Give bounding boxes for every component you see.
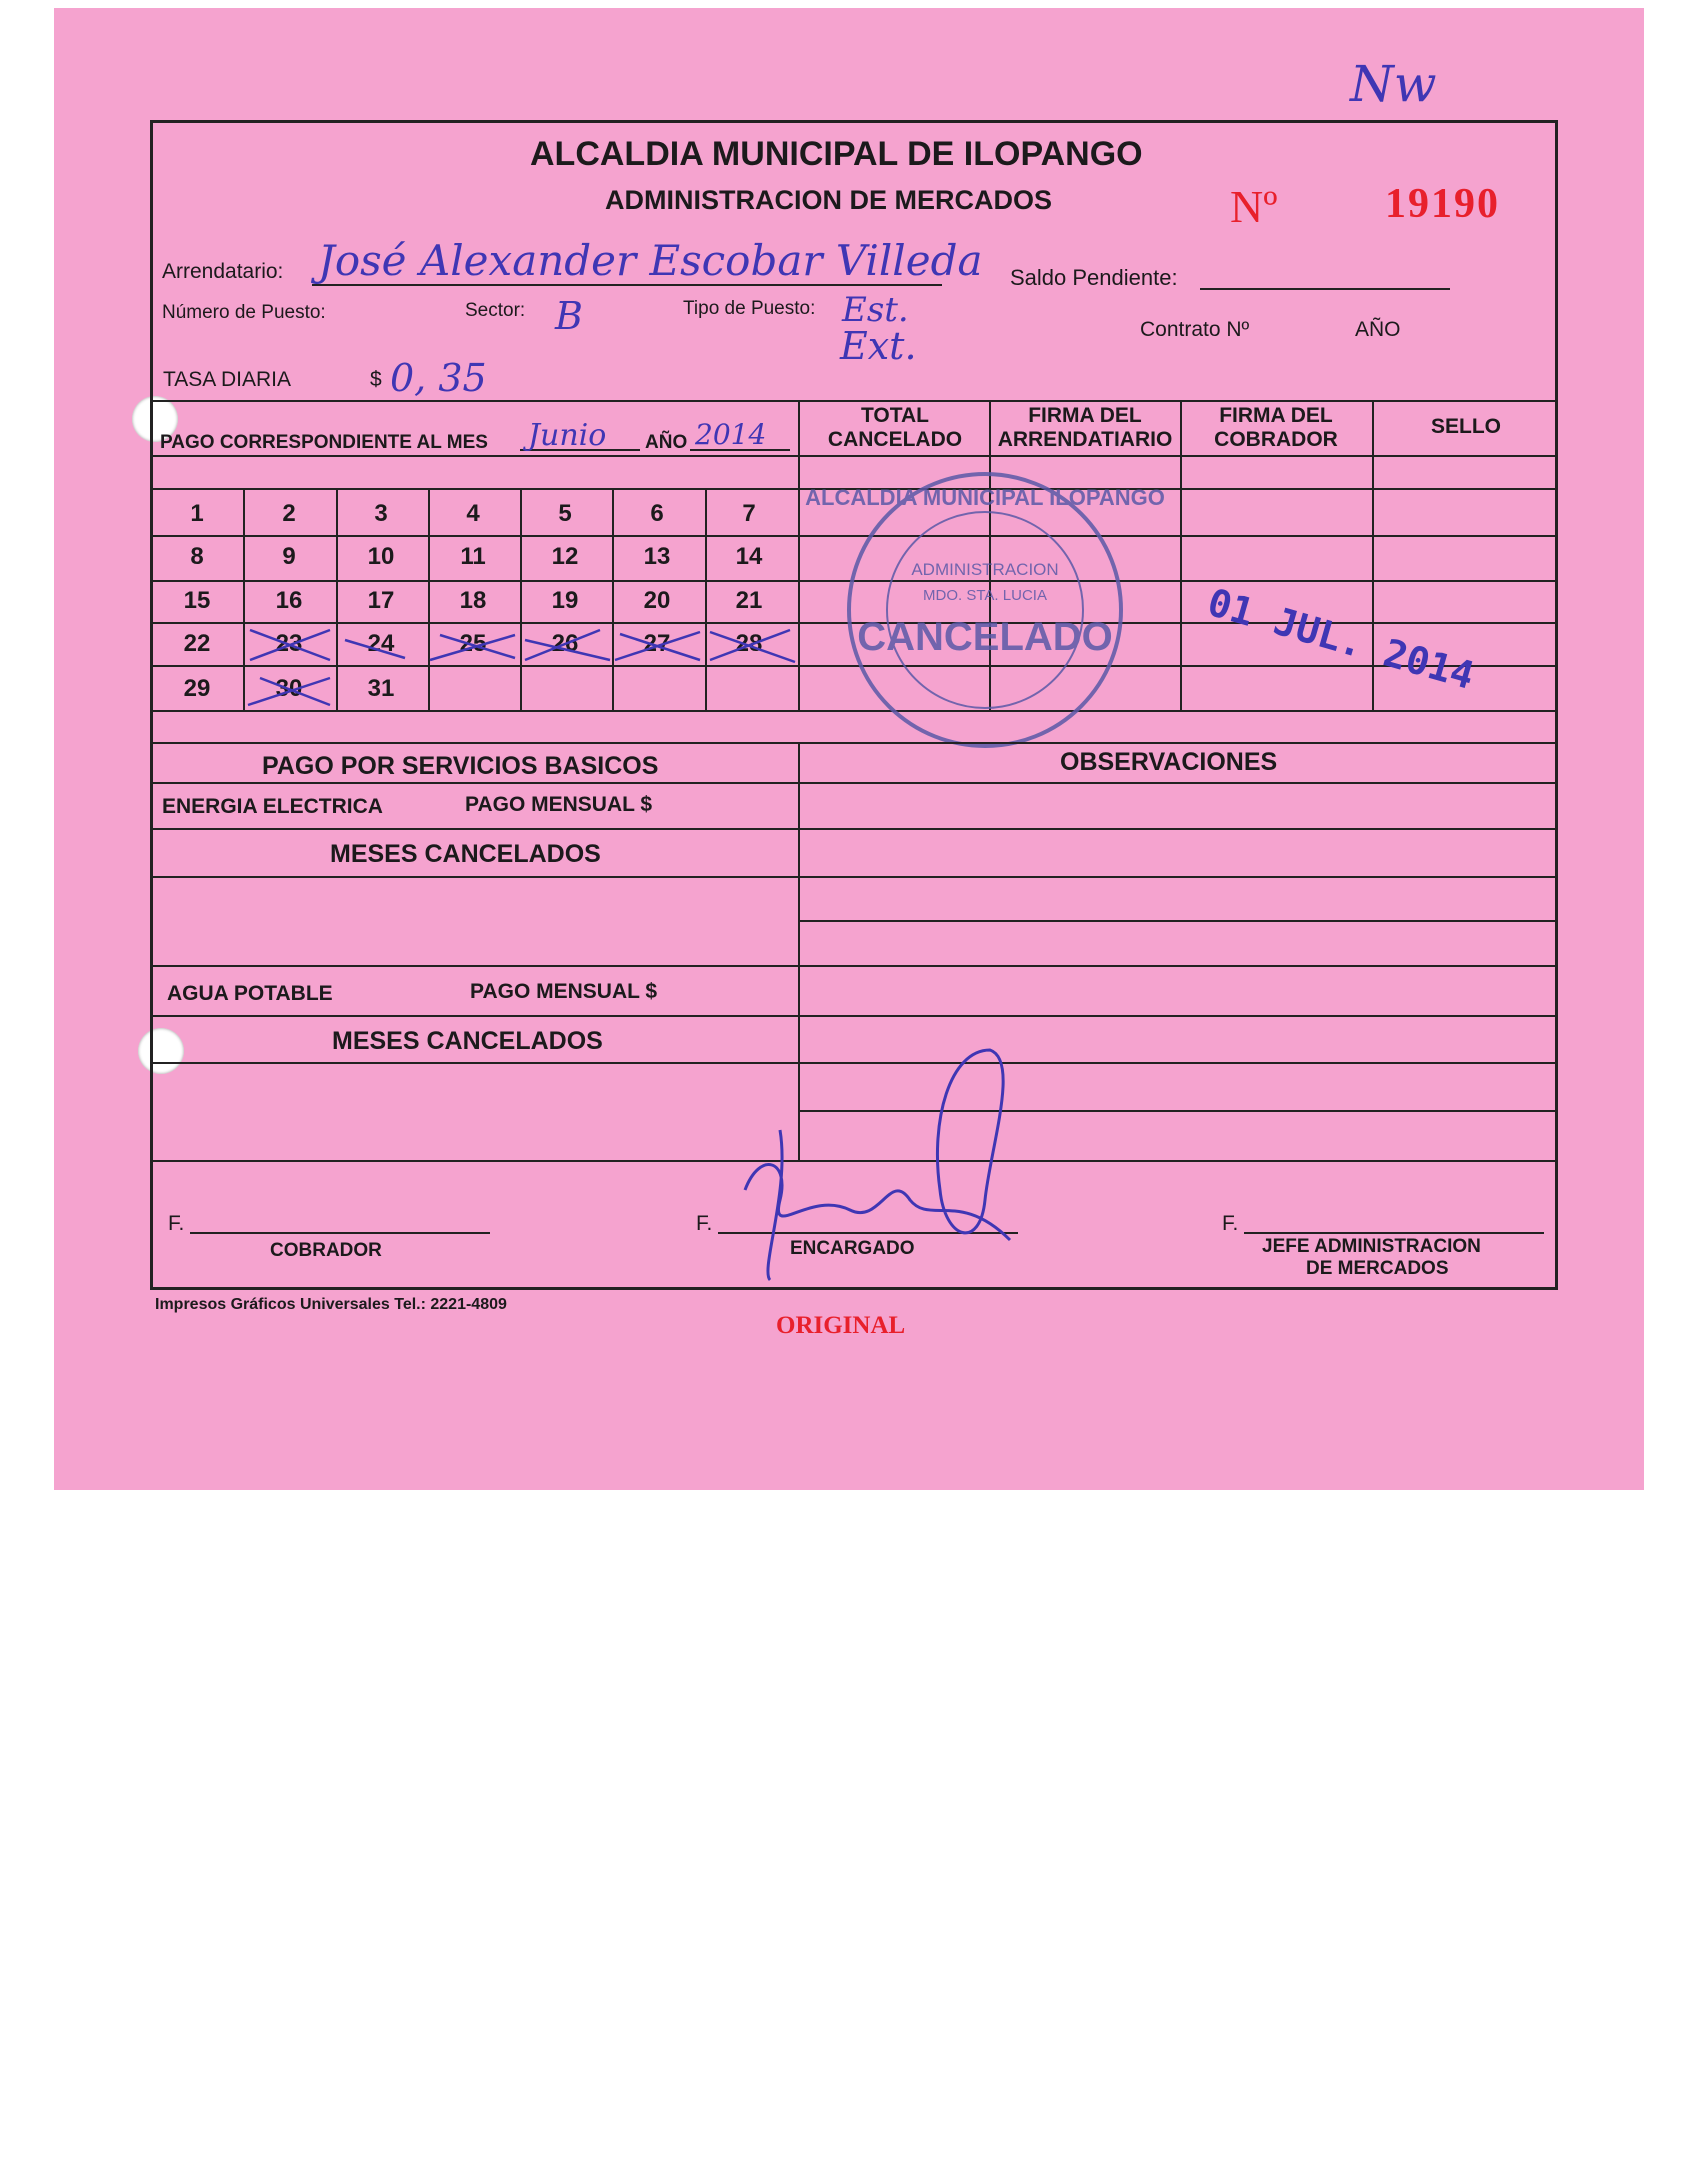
jefe-line: [1244, 1232, 1544, 1234]
stamp-line-3: CANCELADO: [857, 615, 1113, 659]
contrato-ano-label: AÑO: [1355, 318, 1401, 341]
agua-label: AGUA POTABLE: [167, 982, 333, 1005]
page-title: ALCALDIA MUNICIPAL DE ILOPANGO: [530, 135, 1143, 173]
mes-label: PAGO CORRESPONDIENTE AL MES: [160, 432, 488, 453]
jefe-label-2: DE MERCADOS: [1306, 1258, 1449, 1279]
day-cell: 24: [367, 630, 395, 657]
sector-value: B: [555, 294, 583, 338]
tasa-value: 0, 35: [390, 356, 487, 400]
arrendatario-label: Arrendatario:: [162, 260, 284, 283]
day-cell: 22: [183, 630, 211, 657]
day-cell: 21: [735, 587, 763, 614]
day-cell: 1: [190, 500, 204, 527]
services-line: [150, 1015, 1558, 1017]
day-cell: 31: [367, 675, 395, 702]
day-cell: 5: [558, 500, 572, 527]
agua-meses-cancelados: MESES CANCELADOS: [332, 1027, 603, 1055]
tipo-value: Est.: [842, 290, 909, 330]
stamp-ring-text: ALCALDIA MUNICIPAL ILOPANGO: [805, 485, 1165, 510]
encargado-f: F.: [696, 1212, 713, 1235]
day-cell: 25: [459, 630, 487, 657]
observaciones-line: [798, 920, 1558, 922]
puesto-label: Número de Puesto:: [162, 302, 326, 323]
day-cell: 17: [367, 587, 395, 614]
day-cell: 18: [459, 587, 487, 614]
page-subtitle: ADMINISTRACION DE MERCADOS: [605, 185, 1053, 215]
tasa-currency: $: [370, 368, 382, 391]
stamp-line-1: ADMINISTRACION: [911, 560, 1059, 579]
serial-label: Nº: [1230, 181, 1278, 232]
serial-number: 19190: [1385, 181, 1500, 227]
day-cell: 23: [275, 630, 303, 657]
encargado-label: ENCARGADO: [790, 1238, 915, 1259]
tipo-label: Tipo de Puesto:: [683, 298, 816, 319]
services-line: [150, 965, 1558, 967]
day-cell: 6: [650, 500, 664, 527]
observaciones-title: OBSERVACIONES: [1060, 748, 1278, 776]
tasa-label: TASA DIARIA: [163, 368, 291, 391]
cobrador-f: F.: [168, 1212, 185, 1235]
encargado-signature: [730, 1040, 1050, 1290]
arrendatario-value: José Alexander Escobar Villeda: [318, 236, 983, 285]
energia-meses-cancelados: MESES CANCELADOS: [330, 840, 601, 868]
day-cell: 11: [460, 543, 486, 570]
day-cell: 26: [551, 630, 579, 657]
col-header-total: TOTAL CANCELADO: [827, 404, 963, 451]
services-top-line: [150, 742, 1558, 744]
day-cell: 8: [190, 543, 204, 570]
day-cell: 29: [183, 675, 211, 702]
sector-label: Sector:: [465, 300, 526, 321]
stamp-line-2: MDO. STA. LUCIA: [923, 587, 1047, 604]
day-cell: 20: [643, 587, 671, 614]
col-header-firma-arrendatario: FIRMA DEL ARRENDATIARIO: [997, 404, 1173, 451]
services-title: PAGO POR SERVICIOS BASICOS: [262, 752, 659, 780]
contrato-label: Contrato Nº: [1140, 318, 1250, 341]
tipo-value-2: Ext.: [840, 324, 917, 368]
day-cell: 19: [551, 587, 579, 614]
day-cell: 30: [275, 675, 303, 702]
services-line: [150, 828, 1558, 830]
day-cell: 16: [275, 587, 303, 614]
day-cell: 2: [282, 500, 296, 527]
day-cell: 4: [466, 500, 480, 527]
day-cell: 7: [742, 500, 756, 527]
day-cell: 28: [735, 630, 763, 657]
day-cell: 12: [551, 543, 579, 570]
pago-ano-value: 2014: [695, 418, 767, 451]
col-header-sello: SELLO: [1430, 415, 1501, 438]
services-line: [150, 782, 1558, 784]
copy-label: ORIGINAL: [776, 1312, 906, 1339]
mes-value: Junio: [528, 418, 607, 453]
day-cell: 13: [643, 543, 671, 570]
jefe-label-1: JEFE ADMINISTRACION: [1262, 1236, 1481, 1257]
day-cell: 15: [183, 587, 211, 614]
day-cell: 27: [643, 630, 671, 657]
col-header-firma-cobrador: FIRMA DEL COBRADOR: [1214, 404, 1338, 451]
cobrador-line: [190, 1232, 490, 1234]
handwritten-mark: Nw: [1350, 55, 1437, 113]
jefe-f: F.: [1222, 1212, 1239, 1235]
cancelado-stamp: [805, 465, 1165, 755]
day-cell: 10: [367, 543, 395, 570]
saldo-label: Saldo Pendiente:: [1010, 265, 1178, 290]
printer-credit: Impresos Gráficos Universales Tel.: 2221-4809: [155, 1296, 507, 1313]
agua-pago-mensual: PAGO MENSUAL $: [470, 980, 658, 1003]
day-cell: 9: [282, 543, 296, 570]
energia-pago-mensual: PAGO MENSUAL $: [465, 793, 653, 816]
services-line: [150, 876, 1558, 878]
day-cell: 14: [735, 543, 763, 570]
stamp-date: 01 JUL. 2014: [1202, 580, 1479, 698]
cobrador-label: COBRADOR: [270, 1240, 382, 1261]
pago-ano-label: AÑO: [645, 432, 688, 453]
day-cell: 3: [374, 500, 388, 527]
energia-label: ENERGIA ELECTRICA: [162, 795, 383, 818]
